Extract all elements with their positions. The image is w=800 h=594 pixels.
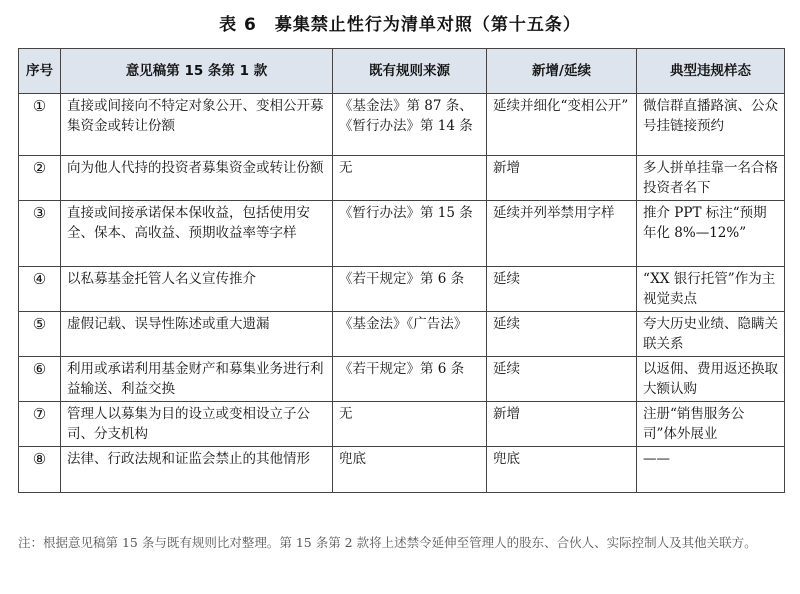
header-source: 既有规则来源	[333, 49, 487, 94]
table-row	[19, 312, 785, 357]
row-clause: 直接或间接向不特定对象公开、变相公开募集资金或转让份额	[61, 94, 333, 156]
row-clause: 管理人以募集为目的设立或变相设立子公司、分支机构	[61, 402, 333, 447]
row-number: ⑦	[19, 402, 61, 447]
row-clause: 以私募基金托管人名义宣传推介	[61, 267, 333, 312]
row-status: 延续并细化“变相公开”	[487, 94, 637, 156]
row-clause: 法律、行政法规和证监会禁止的其他情形	[61, 447, 333, 493]
prohibition-table	[18, 48, 785, 493]
header-no: 序号	[19, 49, 61, 94]
table-row	[19, 267, 785, 312]
table-row	[19, 94, 785, 156]
row-number: ⑥	[19, 357, 61, 402]
row-example: 以返佣、费用返还换取大额认购	[637, 357, 785, 402]
row-example: 夸大历史业绩、隐瞒关联关系	[637, 312, 785, 357]
row-source: 《若干规定》第 6 条	[333, 357, 487, 402]
table-header-row	[19, 49, 785, 94]
row-status: 延续	[487, 357, 637, 402]
row-clause: 利用或承诺利用基金财产和募集业务进行利益输送、利益交换	[61, 357, 333, 402]
header-status: 新增/延续	[487, 49, 637, 94]
table-row	[19, 156, 785, 201]
row-example: 微信群直播路演、公众号挂链接预约	[637, 94, 785, 156]
row-number: ⑤	[19, 312, 61, 357]
row-number: ①	[19, 94, 61, 156]
row-example: 多人拼单挂靠一名合格投资者名下	[637, 156, 785, 201]
table-row	[19, 447, 785, 493]
row-status: 延续	[487, 267, 637, 312]
row-clause: 虚假记载、误导性陈述或重大遗漏	[61, 312, 333, 357]
row-example: 推介 PPT 标注“预期年化 8%—12%”	[637, 201, 785, 267]
row-source: 《基金法》《广告法》	[333, 312, 487, 357]
row-source: 无	[333, 402, 487, 447]
table-title: 表 6 募集禁止性行为清单对照（第十五条）	[219, 15, 581, 35]
table-row	[19, 402, 785, 447]
row-source: 无	[333, 156, 487, 201]
row-example: ——	[637, 447, 785, 493]
row-status: 新增	[487, 156, 637, 201]
row-source: 《若干规定》第 6 条	[333, 267, 487, 312]
row-status: 延续并列举禁用字样	[487, 201, 637, 267]
row-clause: 直接或间接承诺保本保收益，包括使用安全、保本、高收益、预期收益率等字样	[61, 201, 333, 267]
row-number: ②	[19, 156, 61, 201]
row-status: 延续	[487, 312, 637, 357]
row-source: 《暂行办法》第 15 条	[333, 201, 487, 267]
row-example: “XX 银行托管”作为主视觉卖点	[637, 267, 785, 312]
row-status: 兜底	[487, 447, 637, 493]
row-example: 注册“销售服务公司”体外展业	[637, 402, 785, 447]
table-row	[19, 357, 785, 402]
header-example: 典型违规样态	[637, 49, 785, 94]
row-source: 《基金法》第 87 条、《暂行办法》第 14 条	[333, 94, 487, 156]
table-note: 注：根据意见稿第 15 条与既有规则比对整理。第 15 条第 2 款将上述禁令延伸至管理人的股东、合伙人、实际控制人及其他关联方。	[18, 535, 757, 550]
row-number: ⑧	[19, 447, 61, 493]
row-number: ③	[19, 201, 61, 267]
header-clause: 意见稿第 15 条第 1 款	[61, 49, 333, 94]
row-clause: 向为他人代持的投资者募集资金或转让份额	[61, 156, 333, 201]
row-number: ④	[19, 267, 61, 312]
row-status: 新增	[487, 402, 637, 447]
table-row	[19, 201, 785, 267]
row-source: 兜底	[333, 447, 487, 493]
